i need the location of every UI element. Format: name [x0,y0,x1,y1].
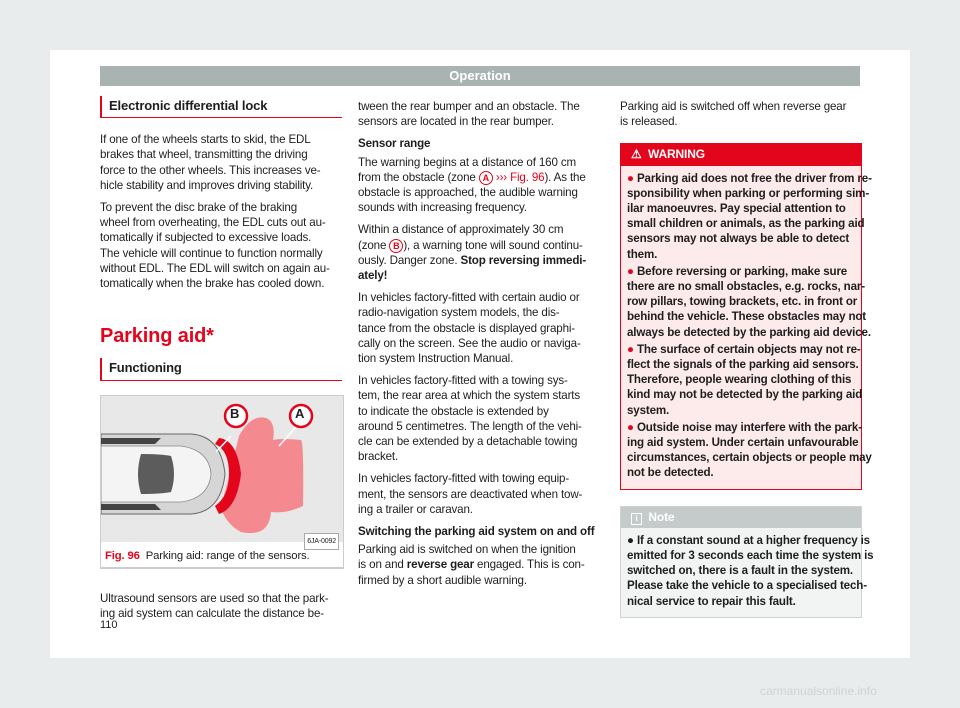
zone-a-badge: A [479,171,493,185]
figure-number: Fig. 96 [105,549,140,562]
column-1 [100,96,342,628]
paragraph-zone-a [358,155,602,216]
subheading: Sensor range [358,137,431,151]
bullet-icon: ● [627,264,637,278]
bullet-icon: ● [627,420,637,434]
text: Within a distance of approximately 30 cm (zone [358,223,564,252]
paragraph: In vehicles factory-fitted with towing equip- ment, the sensors are deactivated when tow- ing a trailer or caravan. [358,472,583,516]
note-title: Note [648,509,675,524]
warning-text: Parking aid does not free the driver from re- sponsibility when parking or performing sim- ilar manoeuvres. Pay special attention to small children or animals, as the parking aid sensors may not always be able to detect them. [627,171,872,261]
warning-text: Before reversing or parking, make sure there are no small obstacles, e.g. rocks, nar- row pillars, towing brackets, etc. in front or behind the vehicle. These obstacles may not always be detected by the parking aid device. [627,264,871,339]
paragraph-zone-b [358,222,602,283]
zone-b-badge: B [389,239,403,253]
warning-text: The surface of certain objects may not re- flect the signals of the parking aid sensors. Therefore, people wearing clothing of this kind may not be detected by the parking aid system. [627,342,863,417]
paragraph: Ultrasound sensors are used so that the park- ing aid system can calculate the distance be- [100,592,329,621]
column-3 [620,99,874,618]
emphasis: reverse gear [406,558,474,572]
warning-item [627,420,872,481]
parking-sensor-illustration [101,396,343,542]
arrow-icon: ››› [492,170,511,184]
zone-b-label: B [230,405,240,421]
figure [100,395,344,569]
paragraph: If one of the wheels starts to skid, the EDL brakes that wheel, transmitting the driving force to the other wheels. This increases ve- hicle stability and improves driving stability. [100,133,321,192]
note-header [621,507,861,528]
paragraph: To prevent the disc brake of the braking wheel from overheating, the EDL cuts out au- tomatically if subjected to excessive loads. The vehicle will continue to function normally without EDL. The EDL will switch on again au- tomatically when the brake has cooled down. [100,201,330,291]
warning-text: Outside noise may interfere with the park- ing aid system. Under certain unfavourable circumstances, certain objects or people may not be detected. [627,420,872,480]
note-text: If a constant sound at a higher frequency is emitted for 3 seconds each time the system is switched on, there is a fault in the system. Please take the vehicle to a specialised tech- nical service to repair this fault. [627,533,874,608]
section-header: Operation [100,66,860,86]
zone-a-label: A [295,405,305,421]
chapter-title: Parking aid* [100,325,214,348]
bullet-icon: ● [627,171,637,185]
figure-link[interactable]: Fig. 96 [510,170,545,184]
subsection-title: Functioning [100,358,342,380]
warning-header [621,144,861,165]
image-code: 6JA-0092 [304,533,339,550]
info-icon: i [631,513,642,525]
emphasis: Stop reversing immedi- ately! [358,253,587,283]
warning-triangle-icon: ⚠ [631,147,642,162]
caption-text: Parking aid: range of the sensors. [145,549,310,562]
note-item [627,533,874,609]
paragraph [358,542,602,588]
text: engaged. This is con- firmed by a short audible warning. [358,558,585,587]
warning-title: WARNING [647,147,705,162]
watermark: carmanualsonline.info [760,684,877,698]
warning-item [627,342,863,418]
column-2 [358,99,602,595]
text: Parking aid is switched on when the ignition is on and [358,543,576,572]
paragraph: tween the rear bumper and an obstacle. The sensors are located in the rear bumper. [358,100,580,129]
warning-item [627,171,872,262]
page-number: 110 [100,619,118,631]
paragraph: In vehicles factory-fitted with a towing sys- tem, the rear area at which the system starts to indicate the obstacle is extended by around 5 centimetres. The length of the vehi- cle can be extended by a detachable towing bracket. [358,374,582,464]
paragraph: In vehicles factory-fitted with certain audio or radio-navigation system models, the dis- tance from the obstacle is displayed graphi- cally on the screen. See the audio or naviga- tion system Instruction Manual. [358,291,581,366]
section-title: Electronic differential lock [100,96,342,118]
text: The warning begins at a distance of 160 cm from the obstacle (zone [358,155,576,184]
text: ). As the obstacle is approached, the audible warning sounds with increasing frequency. [358,170,586,215]
bullet-icon: ● [627,342,637,356]
warning-item [627,264,871,340]
paragraph: Parking aid is switched off when reverse gear is released. [620,100,847,129]
bullet-icon: ● [627,533,637,547]
warning-box [620,143,872,489]
subheading: Switching the parking aid system on and off [358,525,595,539]
text: ), a warning tone will sound continu- ously. Danger zone. [358,238,583,267]
note-box [620,506,874,618]
